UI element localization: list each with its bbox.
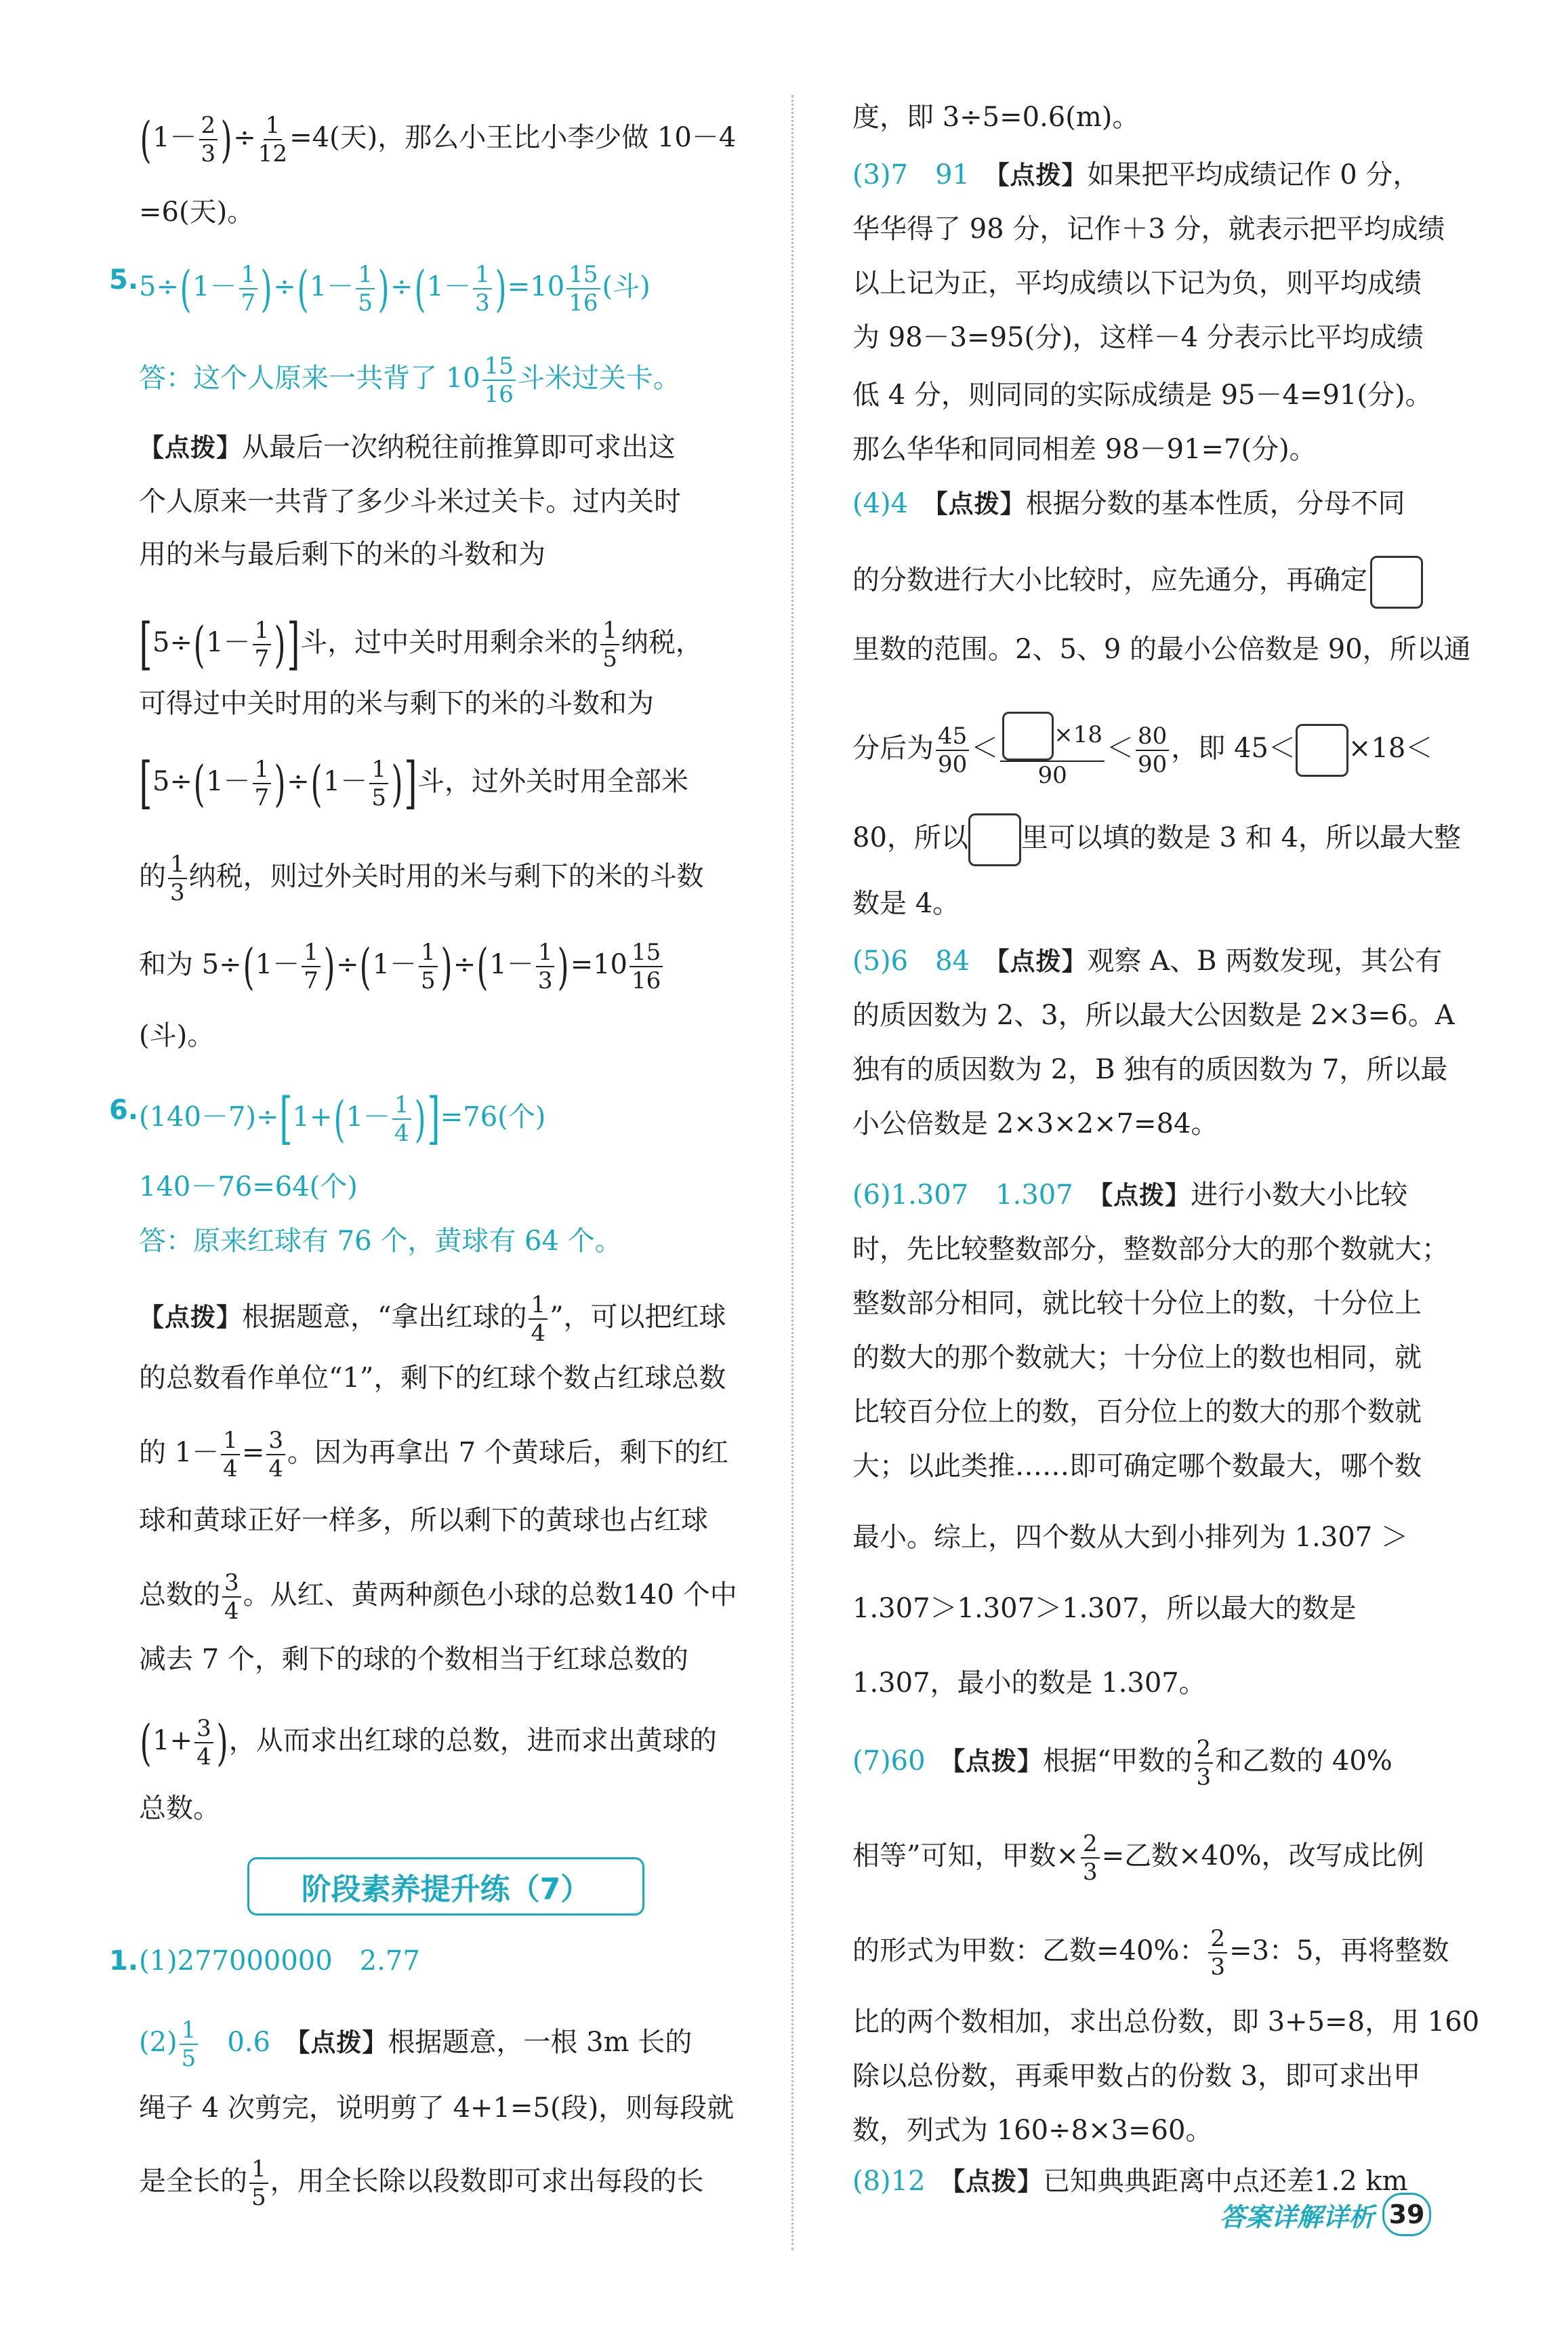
left-column bbox=[109, 0, 752, 2329]
r7-line-2: 相等”可知，甲数× $\frac{2}{3}$ =乙数×40%，改写成比例 bbox=[852, 1830, 1424, 1886]
r6-line-1: (6)1.307 1.307 【点拨】进行小数大小比较 bbox=[852, 1179, 1408, 1211]
q5-tip-line-3: 用的米与最后剩下的米的斗数和为 bbox=[139, 539, 545, 570]
r6-line-9: 1.307，最小的数是 1.307。 bbox=[852, 1667, 1206, 1699]
question-number: 6. bbox=[109, 1095, 139, 1126]
blank-box bbox=[1002, 712, 1054, 761]
r5-line-2: 的质因数为 2、3，所以最大公因数是 2×3=6。A bbox=[852, 1000, 1455, 1031]
r4-line-3: 里数的范围。2、5、9 的最小公倍数是 90，所以通 bbox=[852, 634, 1471, 665]
q5-tip-line-7: 的 $\frac{1}{3}$ 纳税，则过外关时用的米与剩下的米的斗数 bbox=[139, 851, 704, 906]
tip-label: 【点拨】 bbox=[935, 489, 1026, 519]
r3-line-3: 以上记为正，平均成绩以下记为负，则平均成绩 bbox=[852, 268, 1422, 299]
r4-line-4: 分后为 $\frac{45}{90}$ ＜ $\frac{\times 18}{90}$ ＜ $\frac{80}{90}$ ，即 45＜ ×18＜ bbox=[852, 712, 1466, 789]
footer-label: 答案详解详析 bbox=[1220, 2202, 1375, 2232]
r5-line-3: 独有的质因数为 2，B 独有的质因数为 7，所以最 bbox=[852, 1054, 1448, 1085]
r6-line-6: 大；以此类推……即可确定哪个数最大，哪个数 bbox=[852, 1451, 1422, 1482]
q6-tip-line-6: 减去 7 个，剩下的球的个数相当于红球总数的 bbox=[139, 1644, 688, 1675]
right-column bbox=[852, 0, 1480, 2329]
r4-line-1: (4)4 【点拨】根据分数的基本性质，分母不同 bbox=[852, 488, 1405, 519]
q6-tip-line-8: 总数。 bbox=[139, 1793, 220, 1824]
r7-line-1: (7)60 【点拨】根据“甲数的 $\frac{2}{3}$ 和乙数的 40% bbox=[852, 1735, 1392, 1791]
q5-tip-line-5: 可得过中关时用的米与剩下的米的斗数和为 bbox=[139, 688, 654, 719]
section-title: 阶段素养提升练（7） bbox=[247, 1857, 644, 1916]
q6-tip-line-2: 的总数看作单位“1”，剩下的红球个数占红球总数 bbox=[139, 1362, 726, 1394]
s1-line-1: 1. (1)277000000 2.77 bbox=[139, 1942, 752, 1980]
r3-line-1: (3)7 91 【点拨】如果把平均成绩记作 0 分， bbox=[852, 159, 1420, 190]
fraction: $\frac{2}{3}$ bbox=[199, 112, 218, 167]
r7-line-5: 除以总份数，再乘甲数占的份数 3，即可求出甲 bbox=[852, 2061, 1421, 2092]
column-divider bbox=[791, 95, 793, 2250]
page-footer bbox=[1220, 2191, 1518, 2238]
r3-line-2: 华华得了 98 分，记作＋3 分，就表示把平均成绩 bbox=[852, 214, 1445, 245]
blank-box bbox=[968, 813, 1021, 866]
tip-label: 【点拨】 bbox=[139, 1303, 242, 1332]
tip-label: 【点拨】 bbox=[297, 2028, 388, 2057]
r1-line: 度，即 3÷5=0.6(m)。 bbox=[852, 102, 1140, 133]
q6-tip-line-1: 【点拨】根据题意，“拿出红球的 $\frac{1}{4}$ ”，可以把红球 bbox=[139, 1291, 726, 1347]
q6-equation-2: 140－76=64(个) bbox=[139, 1171, 358, 1202]
q6-tip-line-5: 总数的 $\frac{3}{4}$ 。从红、黄两种颜色小球的总数140 个中 bbox=[139, 1569, 737, 1625]
r7-line-6: 数，列式为 160÷8×3=60。 bbox=[852, 2115, 1213, 2146]
q5-tip-line-6: [5÷(1－ $\frac{1}{7}$ )÷(1－ $\frac{1}{5}$ )]斗，过外关时用全部米 bbox=[139, 751, 689, 815]
tip-label: 【点拨】 bbox=[997, 947, 1088, 976]
q6-equation-1: 6. (140－7)÷[1+(1－ $\frac{1}{4}$ )]=76(个) bbox=[109, 1087, 546, 1151]
r6-line-7: 最小。综上，四个数从大到小排列为 1.307 ＞ bbox=[852, 1522, 1408, 1553]
question-number: 1. bbox=[109, 1945, 139, 1977]
r7-line-4: 比的两个数相加，求出总份数，即 3+5=8，用 160 bbox=[852, 2006, 1480, 2038]
q5-tip-line-1: 【点拨】从最后一次纳税往前推算即可求出这 bbox=[139, 432, 676, 463]
r8-line-1: (8)12 【点拨】已知典典距离中点还差1.2 km bbox=[852, 2166, 1408, 2197]
fraction: $\frac{1}{12}$ bbox=[257, 112, 288, 167]
tip-label: 【点拨】 bbox=[952, 1747, 1044, 1776]
q6-answer: 答：原来红球有 76 个，黄球有 64 个。 bbox=[139, 1226, 622, 1257]
r6-line-2: 时，先比较整数部分，整数部分大的那个数就大； bbox=[852, 1234, 1449, 1265]
box-fraction: $\frac{\times 18}{90}$ bbox=[1000, 712, 1105, 789]
r4-line-6: 数是 4。 bbox=[852, 888, 960, 919]
r6-line-5: 比较百分位上的数，百分位上的数大的那个数就 bbox=[852, 1396, 1422, 1427]
tip-label: 【点拨】 bbox=[997, 161, 1088, 190]
r3-line-5: 低 4 分，则同同的实际成绩是 95－4=91(分)。 bbox=[852, 380, 1432, 411]
q5-tip-line-4: [5÷(1－ $\frac{1}{7}$ )]斗，过中关时用剩余米的 $\frac{1}{5}$ 纳税， bbox=[139, 612, 703, 676]
q5-equation: 5. 5÷(1－ $\frac{1}{7}$ )÷(1－ $\frac{1}{5}$ )÷(1－ $\frac{1}{3}$ )=10 $\frac{15}{16}$ (斗) bbox=[109, 260, 651, 317]
s1-line-2: (2) $\frac{1}{5}$ 0.6 【点拨】根据题意，一根 3m 长的 bbox=[139, 2017, 693, 2072]
q6-tip-line-3: 的 1－ $\frac{1}{4}$ = $\frac{3}{4}$ 。因为再拿出 7 个黄球后，剩下的红 bbox=[139, 1427, 728, 1482]
page-number: 39 bbox=[1382, 2193, 1431, 2236]
r3-line-6: 那么华华和同同相差 98－91=7(分)。 bbox=[852, 434, 1317, 465]
q5-tip-line-9: (斗)。 bbox=[139, 1020, 215, 1051]
r6-line-8: 1.307＞1.307＞1.307，所以最大的数是 bbox=[852, 1593, 1357, 1624]
r4-line-5: 80，所以 里可以填的数是 3 和 4，所以最大整 bbox=[852, 813, 1466, 866]
blank-box bbox=[1296, 724, 1348, 777]
q6-tip-line-7: (1+ $\frac{3}{4}$ )，从而求出红球的总数，进而求出黄球的 bbox=[140, 1714, 717, 1771]
r5-line-1: (5)6 84 【点拨】观察 A、B 两数发现，其公有 bbox=[852, 946, 1443, 977]
r5-line-4: 小公倍数是 2×3×2×7=84。 bbox=[852, 1108, 1218, 1139]
r3-line-4: 为 98－3=95(分)，这样－4 分表示比平均成绩 bbox=[852, 322, 1424, 353]
question-number: 5. bbox=[109, 264, 139, 296]
q5-answer: 答：这个人原来一共背了 10 $\frac{15}{16}$ 斗米过关卡。 bbox=[139, 352, 680, 408]
r4-line-2: 的分数进行大小比较时，应先通分，再确定 bbox=[852, 556, 1466, 609]
continuation-line-2: =6(天)。 bbox=[139, 197, 255, 228]
r7-line-3: 的形式为甲数：乙数=40%： $\frac{2}{3}$ =3：5，再将整数 bbox=[852, 1925, 1449, 1981]
r6-line-4: 的数大的那个数就大；十分位上的数也相同，就 bbox=[852, 1342, 1422, 1373]
r6-line-3: 整数部分相同，就比较十分位上的数，十分位上 bbox=[852, 1288, 1422, 1319]
q5-tip-line-2: 个人原来一共背了多少斗米过关卡。过内关时 bbox=[139, 486, 681, 517]
continuation-line-1: (1－ $\frac{2}{3}$ )÷ $\frac{1}{12}$ =4(天)，那么小王比小李少做 10－4 bbox=[140, 111, 737, 168]
q5-tip-line-8: 和为 5÷(1－ $\frac{1}{7}$ )÷(1－ $\frac{1}{5}$ )÷(1－ $\frac{1}{3}$ )=10 $\frac{15}{16}$ bbox=[139, 939, 752, 994]
tip-label: 【点拨】 bbox=[1100, 1181, 1191, 1210]
blank-box bbox=[1370, 556, 1423, 609]
tip-label: 【点拨】 bbox=[139, 433, 242, 462]
q6-tip-line-4: 球和黄球正好一样多，所以剩下的黄球也占红球 bbox=[139, 1505, 708, 1536]
s1-line-4: 是全长的 $\frac{1}{5}$ ，用全长除以段数即可求出每段的长 bbox=[139, 2155, 704, 2211]
s1-line-3: 绳子 4 次剪完，说明剪了 4+1=5(段)，则每段就 bbox=[139, 2092, 735, 2124]
tip-label: 【点拨】 bbox=[952, 2167, 1044, 2196]
